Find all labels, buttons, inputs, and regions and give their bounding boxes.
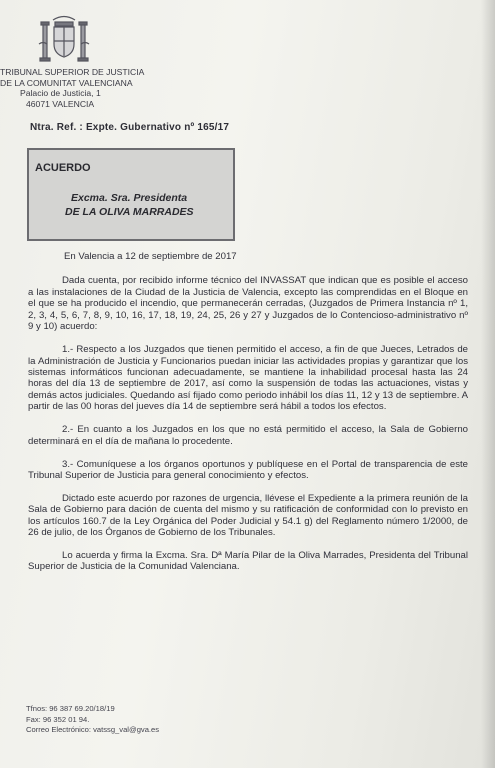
paragraph-point-3: 3.- Comuníquese a los órganos oportunos y publíquese en el Portal de transparencia de este Tribunal Superior de Justicia para general conocimiento y efectos. xyxy=(28,458,468,481)
letterhead-address: Palacio de Justicia, 1 xyxy=(20,88,101,98)
paragraph-point-2: 2.- En cuanto a los Juzgados en los que no está permitido el acceso, la Sala de Gobierno determinará en el día de mañana lo procedente. xyxy=(28,424,468,447)
page-fold-shadow xyxy=(481,0,495,768)
footer-phones: Tfnos: 96 387 69.20/18/19 xyxy=(26,704,115,713)
paragraph-signature: Lo acuerda y firma la Excma. Sra. Dª María Pilar de la Oliva Marrades, Presidenta del Tribunal Superior de Justicia de la Comunidad Valenciana. xyxy=(28,550,468,573)
addressee-name: DE LA OLIVA MARRADES xyxy=(65,206,194,218)
letterhead-court-name: TRIBUNAL SUPERIOR DE JUSTICIA xyxy=(0,67,145,77)
agreement-header-box xyxy=(27,148,235,241)
letterhead-region: DE LA COMUNITAT VALENCIANA xyxy=(0,77,133,88)
contact-footer xyxy=(26,704,226,736)
coat-of-arms-icon xyxy=(36,14,92,64)
reference-number: Ntra. Ref. : Expte. Gubernativo nº 165/17 xyxy=(30,122,230,133)
letterhead xyxy=(0,67,160,109)
paragraph-point-1: 1.- Respecto a los Juzgados que tienen permitido el acceso, a fin de que Jueces, Letrados de la Administración de Justicia y Funcionarios puedan iniciar las actividades propias y garantizar que los sistemas informáticos funcionan adecuadamente, se mantiene la inhabilidad procesal hasta las 24 horas del día 13 de septiembre de 2017, así como la suspensión de todas las actuaciones, vistas y demás actos judiciales. Quedando así fijado como periodo inhábil los días 11, 12 y 13 de septiembre. A partir de las 00 horas del jueves día 14 de septiembre será hábil a todos los efectos. xyxy=(28,344,468,413)
footer-fax: Fax: 96 352 01 94. xyxy=(26,714,90,724)
date-line: En Valencia a 12 de septiembre de 2017 xyxy=(64,251,237,262)
document-body xyxy=(28,251,468,584)
addressee-title: Excma. Sra. Presidenta xyxy=(71,192,188,204)
paragraph-urgency: Dictado este acuerdo por razones de urgencia, llévese el Expediente a la primera reunión de la Sala de Gobierno para dación de cuenta del mismo y su ratificación de conformidad con lo previsto en los artículos 160.7 de la Ley Orgánica del Poder Judicial y 54.1 g) del Reglamento número 1/2000, de 26 de julio, de los Órganos de Gobierno de los Tribunales. xyxy=(28,492,468,539)
letterhead-city: 46071 VALENCIA xyxy=(26,98,95,109)
footer-email: Correo Electrónico: vatssg_val@gva.es xyxy=(26,725,160,735)
agreement-title: ACUERDO xyxy=(35,162,91,174)
paragraph-intro: Dada cuenta, por recibido informe técnico del INVASSAT que indican que es posible el acceso a las instalaciones de la Ciudad de la Justicia de Valencia, excepto las comprendidas en el Bloque en el que se ha producido el incendio, que permanecerán cerradas, (Juzgados de Primera Instancia nº 1, 2, 3, 4, 5, 6, 7, 8, 9, 10, 16, 17, 18, 19, 24, 25, 26 y 27 y Juzgados de lo Contencioso-administrativo nº 9 y 10) acuerdo: xyxy=(28,275,468,333)
